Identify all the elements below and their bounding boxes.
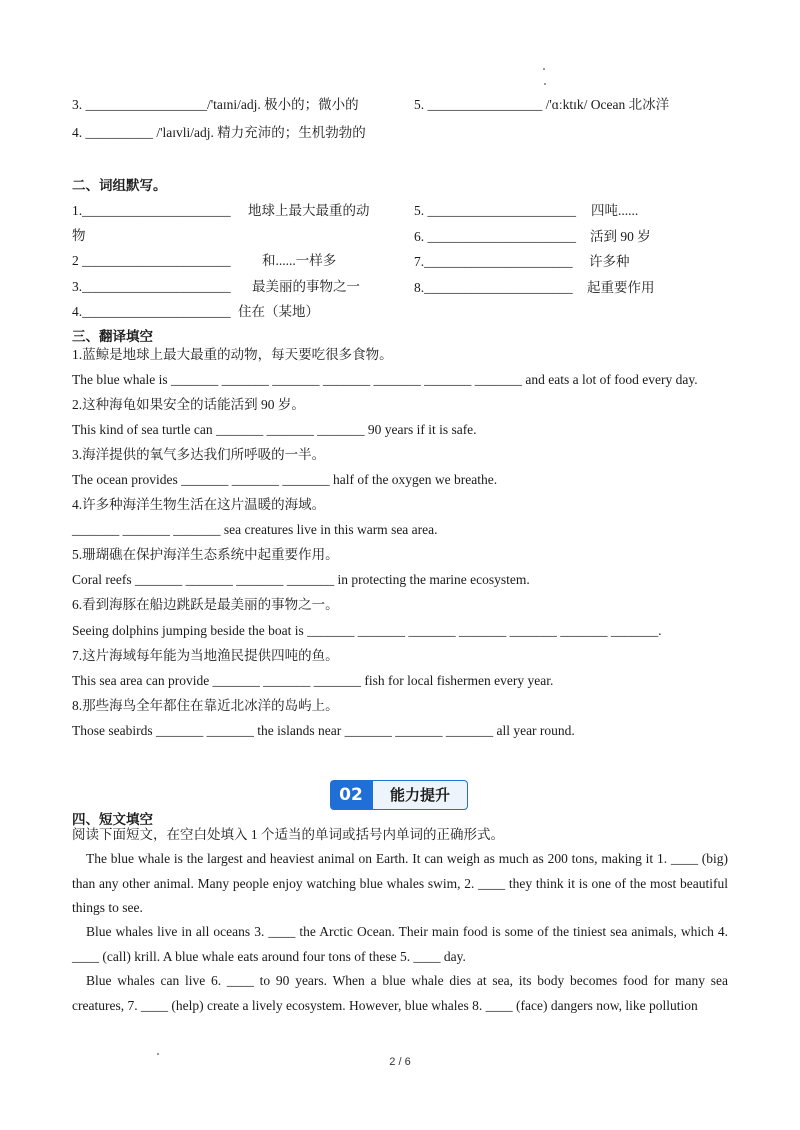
instruction-text: 阅读下面短文，在空白处填入 1 个适当的单词或括号内单词的正确形式。 (72, 827, 504, 842)
scan-dot (543, 68, 545, 70)
translation-en: The ocean provides _______ _______ _______ half of the oxygen we breathe. (72, 472, 498, 487)
translation-cn: 1.蓝鲸是地球上最大最重的动物，每天要吃很多食物。 (72, 347, 393, 362)
translation-cn: 6.看到海豚在船边跳跃是最美丽的事物之一。 (72, 597, 339, 612)
phrase-blank: 3.______________________ (72, 279, 231, 294)
translation-cn: 7.这片海域每年能为当地渔民提供四吨的鱼。 (72, 648, 339, 663)
phrase-meaning: 住在（某地） (238, 304, 319, 319)
translation-en: This sea area can provide _______ _______ _______ fish for local fishermen every year. (72, 673, 554, 688)
phrase-blank: 2 ______________________ (72, 253, 231, 268)
translation-en: This kind of sea turtle can _______ _______ _______ 90 years if it is safe. (72, 422, 477, 437)
translation-cn: 4.许多种海洋生物生活在这片温暖的海域。 (72, 497, 326, 512)
vocab-item-4: 4. __________ /'laɪvli/adj. 精力充沛的；生机勃勃的 (72, 125, 366, 140)
vocab-item-5: 5. _________________ /'ɑːktɪk/ Ocean 北冰洋 (414, 97, 670, 112)
phrase-blank: 7.______________________ (414, 254, 573, 269)
translation-en: The blue whale is _______ _______ _______ _______ _______ _______ _______ and eats a lot of food every day. (72, 372, 698, 387)
page-number: 2 / 6 (389, 1056, 411, 1068)
badge-number: 02 (330, 780, 372, 810)
translation-en: Seeing dolphins jumping beside the boat is _______ _______ _______ _______ _______ _______ _______. (72, 623, 662, 638)
translation-en: Coral reefs _______ _______ _______ _______ in protecting the marine ecosystem. (72, 572, 530, 587)
scan-dot (544, 83, 546, 85)
phrase-blank: 6. ______________________ (414, 229, 576, 244)
scan-dot (157, 1053, 159, 1055)
passage-paragraph (72, 847, 728, 921)
section-badge (330, 780, 468, 810)
phrase-meaning: 地球上最大最重的动 (248, 203, 370, 218)
section-title: 二、词组默写。 (72, 178, 167, 193)
phrase-meaning: 四吨...... (591, 203, 639, 218)
phrase-blank: 物 (72, 228, 86, 243)
phrase-blank: 1.______________________ (72, 203, 231, 218)
passage-paragraph (72, 920, 728, 969)
phrase-meaning: 最美丽的事物之一 (252, 279, 360, 294)
vocab-item-3: 3. __________________/'taɪni/adj. 极小的；微小的 (72, 97, 359, 112)
translation-cn: 2.这种海龟如果安全的话能活到 90 岁。 (72, 397, 305, 412)
section-title: 四、短文填空 (72, 812, 153, 827)
translation-cn: 8.那些海鸟全年都住在靠近北冰洋的岛屿上。 (72, 698, 339, 713)
phrase-meaning: 活到 90 岁 (590, 229, 651, 244)
paragraph-text: The blue whale is the largest and heaviest animal on Earth. It can weigh as much as 200 tons, making it 1. ____ (big) than any other animal. Many people enjoy watching blue whales swim, 2. ____ they think it is one of the most beautiful things to see. (72, 851, 728, 915)
section-title: 三、翻译填空 (72, 329, 153, 344)
phrase-meaning: 许多种 (589, 254, 630, 269)
translation-en: _______ _______ _______ sea creatures live in this warm sea area. (72, 522, 438, 537)
phrase-blank: 8.______________________ (414, 280, 573, 295)
phrase-blank: 4.______________________ (72, 304, 231, 319)
translation-en: Those seabirds _______ _______ the islands near _______ _______ _______ all year round. (72, 723, 575, 738)
paragraph-text: Blue whales live in all oceans 3. ____ the Arctic Ocean. Their main food is some of the tiniest sea animals, which 4. ____ (call) krill. A blue whale eats around four tons of these 5. ____ day. (72, 924, 728, 964)
phrase-blank: 5. ______________________ (414, 203, 576, 218)
phrase-meaning: 和......一样多 (262, 253, 337, 268)
passage-paragraph (72, 969, 728, 1018)
translation-cn: 5.珊瑚礁在保护海洋生态系统中起重要作用。 (72, 547, 339, 562)
badge-label: 能力提升 (372, 780, 468, 810)
phrase-meaning: 起重要作用 (587, 280, 655, 295)
translation-cn: 3.海洋提供的氧气多达我们所呼吸的一半。 (72, 447, 326, 462)
paragraph-text: Blue whales can live 6. ____ to 90 years. When a blue whale dies at sea, its body becomes food for many sea creatures, 7. ____ (help) create a lively ecosystem. However, blue whales 8. ____ (face) dangers now, like pollution (72, 973, 728, 1013)
